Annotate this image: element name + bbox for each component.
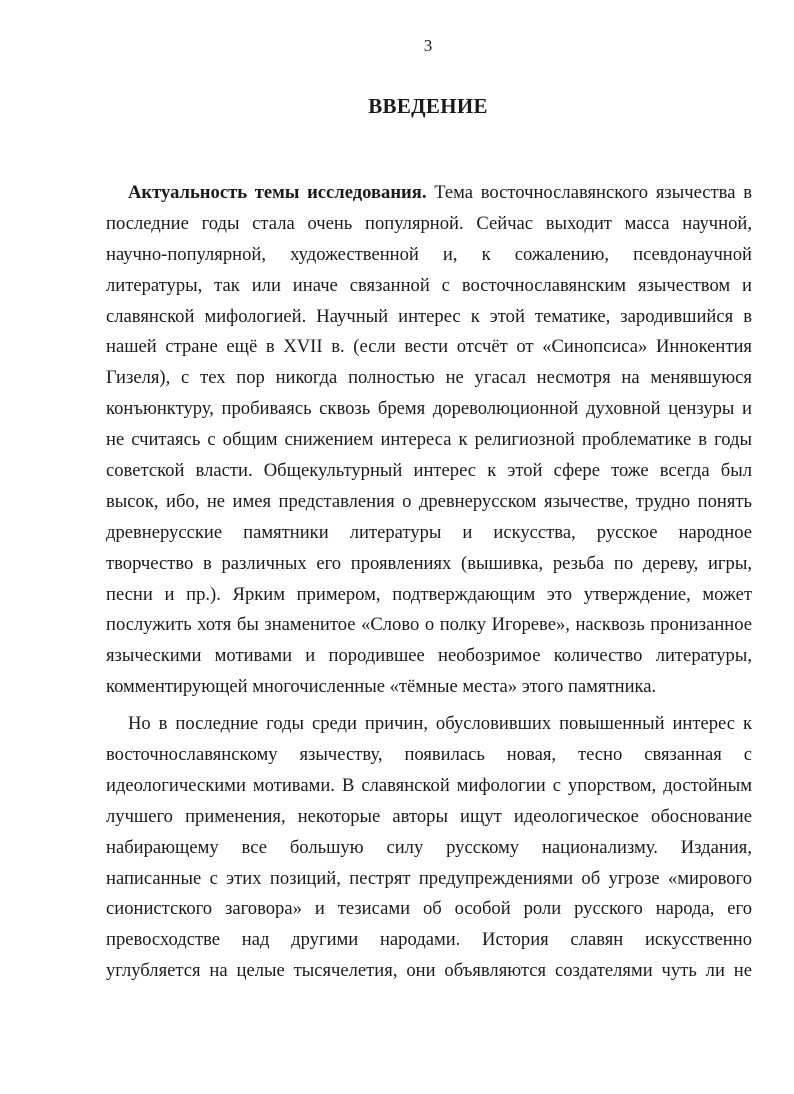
page-number: 3 bbox=[423, 36, 433, 55]
paragraph-1-line: конъюнктуру, пробиваясь сквозь бремя дореволюционной духовной цензуры и bbox=[106, 398, 752, 420]
lead-bold-phrase: Актуальность темы исследования. bbox=[128, 182, 427, 203]
paragraph-1-line: славянской мифологией. Научный интерес к этой тематике, зародившийся в bbox=[106, 305, 752, 327]
paragraph-1-line: нашей стране ещё в XVII в. (если вести отсчёт от «Синопсиса» Иннокентия bbox=[106, 336, 752, 358]
paragraph-2-line: углубляется на целые тысячелетия, они объявляются создателями чуть ли не bbox=[106, 960, 752, 982]
paragraph-2-line: сионистского заговора» и тезисами об особой роли русского народа, его bbox=[106, 898, 752, 920]
paragraph-1-line bbox=[106, 178, 752, 209]
paragraph-1-line: послужить хотя бы знаменитое «Слово о полку Игореве», насквозь пронизанное bbox=[106, 614, 752, 636]
paragraph-1-line: научно-популярной, художественной и, к сожалению, псевдонаучной bbox=[106, 243, 752, 265]
paragraph-1-line: комментирующей многочисленные «тёмные места» этого памятника. bbox=[106, 676, 657, 698]
paragraph-1-line: Гизеля), с тех пор никогда полностью не угасал несмотря на менявшуюся bbox=[106, 367, 752, 389]
paragraph-1-text: Тема восточнославянского язычества в bbox=[426, 182, 752, 203]
paragraph-1-line: не считаясь с общим снижением интереса к религиозной проблематике в годы bbox=[106, 429, 752, 451]
paragraph-2-line: идеологическими мотивами. В славянской мифологии с упорством, достойным bbox=[106, 774, 752, 796]
paragraph-2-line: лучшего применения, некоторые авторы ищут идеологическое обоснование bbox=[106, 805, 752, 827]
paragraph-1-line: песни и пр.). Ярким примером, подтверждающим это утверждение, может bbox=[106, 583, 752, 605]
body-text bbox=[106, 178, 752, 987]
paragraph-2-line: набирающему все большую силу русскому национализму. Издания, bbox=[106, 836, 752, 858]
paragraph-1-line: языческими мотивами и породившее необозримое количество литературы, bbox=[106, 645, 752, 667]
paragraph-1-line: литературы, так или иначе связанной с восточнославянским язычеством и bbox=[106, 274, 752, 296]
paragraph-1-line: советской власти. Общекультурный интерес к этой сфере тоже всегда был bbox=[106, 460, 752, 482]
paragraph-1-line: последние годы стала очень популярной. Сейчас выходит масса научной, bbox=[106, 212, 752, 234]
paragraph-2-line: восточнославянскому язычеству, появилась новая, тесно связанная с bbox=[106, 744, 752, 766]
paragraph-2-line: написанные с этих позиций, пестрят предупреждениями об угрозе «мирового bbox=[106, 867, 752, 889]
section-heading: ВВЕДЕНИЕ bbox=[368, 94, 488, 118]
paragraph-2-line: превосходстве над другими народами. История славян искусственно bbox=[106, 929, 752, 951]
paragraph-1-line: древнерусские памятники литературы и искусства, русское народное bbox=[106, 521, 752, 543]
paragraph-1-line: творчество в различных его проявлениях (вышивка, резьба по дереву, игры, bbox=[106, 552, 752, 574]
paragraph-2-line: Но в последние годы среди причин, обусловивших повышенный интерес к bbox=[128, 713, 752, 735]
paragraph-1-line: высок, ибо, не имея представления о древнерусском язычестве, трудно понять bbox=[106, 490, 752, 512]
